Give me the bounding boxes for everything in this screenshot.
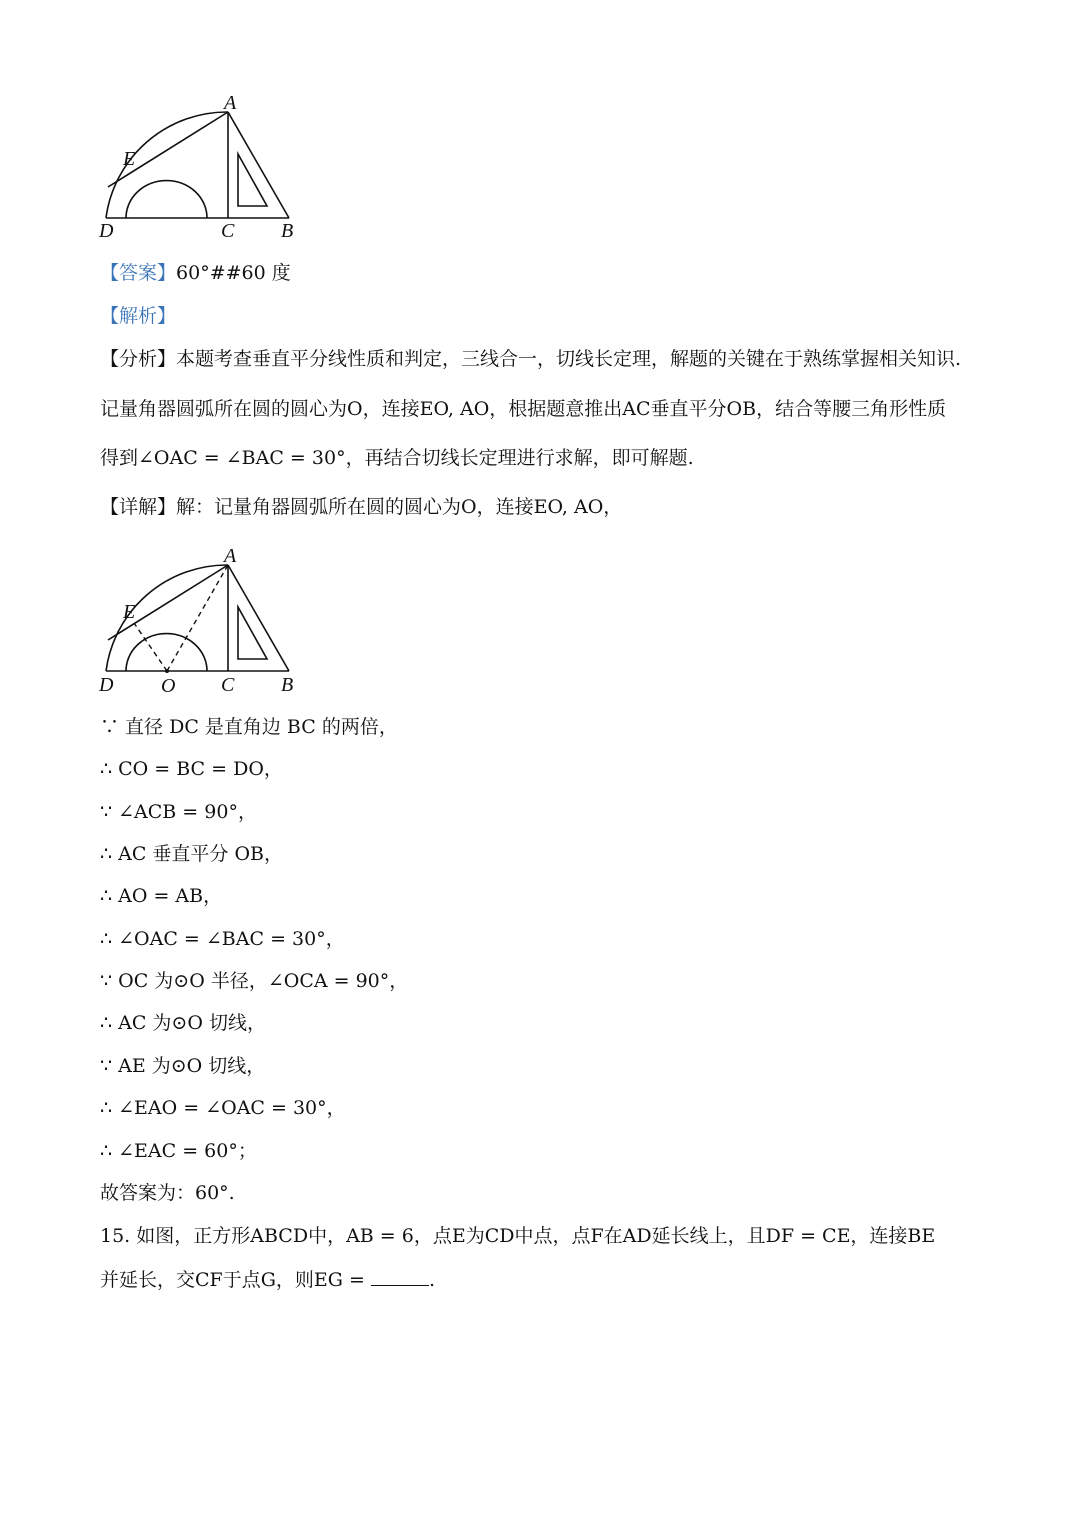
step-3: ∵ ∠ACB = 90°，	[100, 801, 257, 823]
step-5: ∴ AO = AB，	[100, 885, 223, 907]
detail-line: 【详解】解：记量角器圆弧所在圆的圆心为O，连接EO, AO，	[100, 496, 623, 518]
analysis-line-1: 【分析】本题考查垂直平分线性质和判定，三线合一，切线长定理，解题的关键在于熟练掌握相关知识.	[100, 348, 962, 370]
answer-line	[100, 258, 291, 288]
inner-triangle	[238, 154, 267, 206]
step-2: ∴ CO = BC = DO，	[100, 758, 283, 780]
problem-15-line-1: 15. 如图，正方形ABCD中，AB = 6，点E为CD中点，点F在AD延长线上，且DF = CE，连接BE	[100, 1225, 936, 1247]
label-a: A	[224, 92, 237, 114]
figure-1-svg	[95, 92, 305, 247]
figure-protractor-triangle-with-center	[95, 545, 305, 700]
inner-arc	[126, 181, 207, 218]
answer-text: 60°##60 度	[176, 262, 291, 284]
label-e-2: E	[123, 601, 136, 623]
label-o-2: O	[161, 675, 176, 697]
label-a-2: A	[224, 545, 237, 567]
line-ab-2	[228, 565, 289, 671]
figure-2-svg	[95, 545, 305, 700]
label-d: D	[99, 220, 114, 242]
answer-blank	[371, 1267, 429, 1286]
analysis-line-3: 得到∠OAC = ∠BAC = 30°，再结合切线长定理进行求解，即可解题.	[100, 447, 694, 469]
problem-15-line-2-end: .	[428, 1269, 435, 1291]
problem-15-line-2-text: 并延长，交CF于点G，则EG =	[100, 1269, 365, 1291]
analysis-tag: 【解析】	[100, 305, 177, 327]
label-c: C	[221, 220, 235, 242]
label-d-2: D	[99, 674, 114, 696]
step-9: ∵ AE 为⊙O 切线，	[100, 1055, 266, 1077]
label-b-2: B	[281, 674, 294, 696]
inner-arc-2	[126, 634, 207, 671]
label-e: E	[123, 148, 136, 170]
problem-15-line-2	[100, 1265, 435, 1295]
step-1: ∵ 直径 DC 是直角边 BC 的两倍，	[100, 716, 398, 738]
dashed-eo	[134, 623, 167, 671]
figure-protractor-triangle	[95, 92, 305, 247]
step-10: ∴ ∠EAO = ∠OAC = 30°，	[100, 1097, 346, 1119]
line-ab	[228, 112, 289, 218]
label-c-2: C	[221, 674, 235, 696]
step-12: 故答案为：60°.	[100, 1182, 235, 1204]
step-6: ∴ ∠OAC = ∠BAC = 30°，	[100, 928, 345, 950]
answer-tag: 【答案】	[100, 262, 177, 284]
inner-triangle-2	[238, 607, 267, 659]
step-4: ∴ AC 垂直平分 OB，	[100, 843, 284, 865]
label-b: B	[281, 220, 294, 242]
dashed-ao	[167, 565, 228, 671]
analysis-line-2: 记量角器圆弧所在圆的圆心为O，连接EO, AO，根据题意推出AC垂直平分OB，结合等腰三角形性质	[100, 398, 947, 420]
center-point-o	[165, 669, 169, 673]
step-8: ∴ AC 为⊙O 切线，	[100, 1012, 266, 1034]
step-7: ∵ OC 为⊙O 半径，∠OCA = 90°，	[100, 970, 409, 992]
step-11: ∴ ∠EAC = 60°；	[100, 1140, 257, 1162]
